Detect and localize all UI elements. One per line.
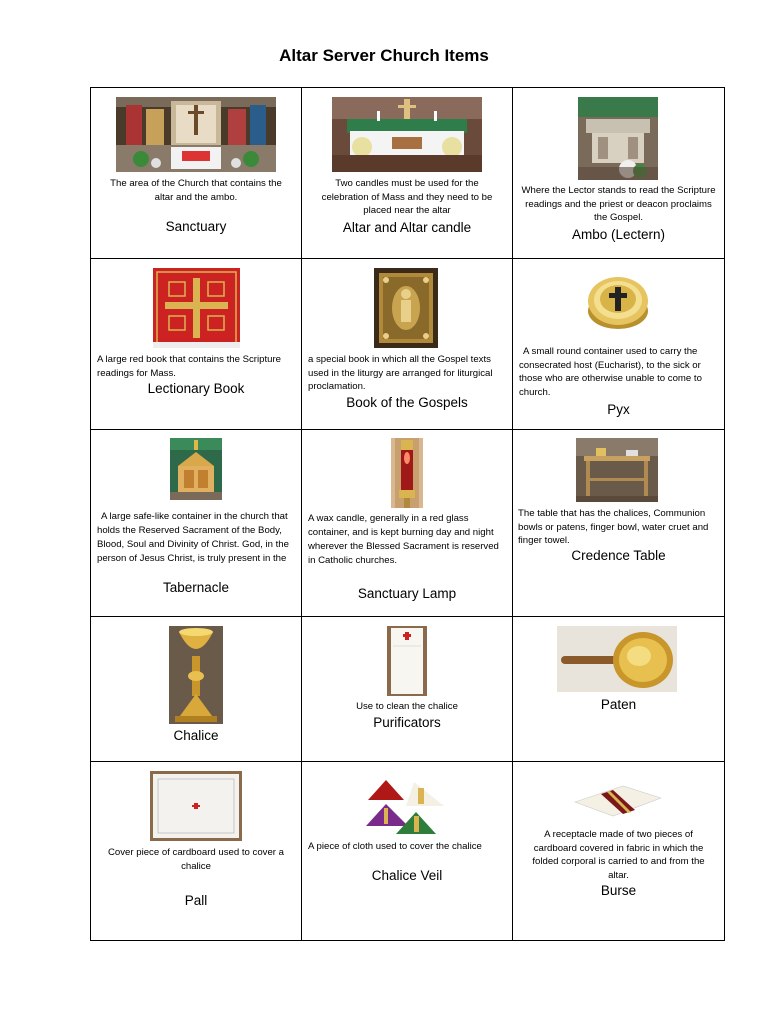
credence-table-image [576,438,658,502]
item-cell-chalice-veil [302,762,513,941]
item-name: Burse [600,883,637,898]
item-name: Sanctuary Lamp [357,586,457,601]
item-cell-pall [91,762,302,941]
item-cell-burse [513,762,725,941]
item-name: Pall [184,893,208,908]
item-name: Paten [600,697,637,712]
item-cell-altar [302,88,513,259]
paten-image [557,626,677,692]
items-table [90,87,725,941]
item-description: The area of the Church that contains the altar and the ambo. [110,178,282,203]
item-cell-credence-table [513,430,725,617]
item-name: Chalice Veil [371,868,443,883]
item-description: a special book in which all the Gospel texts used in the liturgy are arranged for liturgical proclamation. [308,354,493,392]
ambo-image [578,97,658,180]
item-description: A large safe-like container in the church that holds the Reserved Sacrament of the Body, Blood, Soul and Divinity of Christ. God, in the person of Jesus Christ, is truly present in the [97,511,289,564]
item-cell-gospels [302,259,513,430]
gospels-book-image [374,268,438,348]
item-name: Book of the Gospels [346,395,468,410]
pyx-image [585,271,651,333]
altar-image [332,97,482,172]
table-row [91,430,725,617]
item-cell-tabernacle [91,430,302,617]
item-cell-paten [513,617,725,762]
item-cell-sanctuary [91,88,302,259]
purificator-image [387,626,427,696]
item-cell-chalice [91,617,302,762]
item-description: A large red book that contains the Scripture readings for Mass. [97,354,281,379]
chalice-image [169,626,223,724]
item-name: Purificators [373,715,441,730]
lectionary-image [153,268,240,348]
item-name: Ambo (Lectern) [571,227,666,242]
table-row [91,259,725,430]
item-cell-lectionary [91,259,302,430]
item-name: Credence Table [571,548,666,563]
item-description: The table that has the chalices, Communion bowls or patens, finger bowl, water cruet and finger towel. [518,508,709,546]
table-row [91,762,725,941]
item-description: A receptacle made of two pieces of cardboard covered in fabric in which the folded corporal is carried to and from the altar. [532,829,705,881]
item-description: A wax candle, generally in a red glass container, and is kept burning day and night wherever the Blessed Sacrament is reserved in Catholic churches. [308,513,499,566]
item-name: Chalice [173,728,219,743]
burse-image [573,784,663,820]
item-cell-sanctuary-lamp [302,430,513,617]
item-description: Where the Lector stands to read the Scripture readings and the priest or deacon proclaims the Gospel. [521,185,716,223]
item-name: Sanctuary [165,219,227,234]
pall-image [150,771,242,841]
item-cell-ambo [513,88,725,259]
chalice-veil-image [366,776,446,838]
item-description: A piece of cloth used to cover the chalice [308,841,482,852]
item-name: Pyx [607,402,630,417]
tabernacle-image [170,438,222,500]
item-description: Two candles must be used for the celebration of Mass and they need to be placed near the altar [321,178,493,216]
item-description: A small round container used to carry the consecrated host (Eucharist), to the sick or those who are otherwise unable to come to church. [519,346,702,398]
item-cell-pyx [513,259,725,430]
item-description: Cover piece of cardboard used to cover a chalice [108,847,284,872]
item-cell-purificators [302,617,513,762]
item-name: Tabernacle [162,580,230,595]
page-title: Altar Server Church Items [279,46,489,65]
item-description: Use to clean the chalice [356,701,458,712]
sanctuary-image [116,97,276,172]
sanctuary-lamp-image [391,438,423,508]
item-name: Altar and Altar candle [342,220,472,235]
table-row [91,617,725,762]
table-row [91,88,725,259]
item-name: Lectionary Book [147,381,245,396]
